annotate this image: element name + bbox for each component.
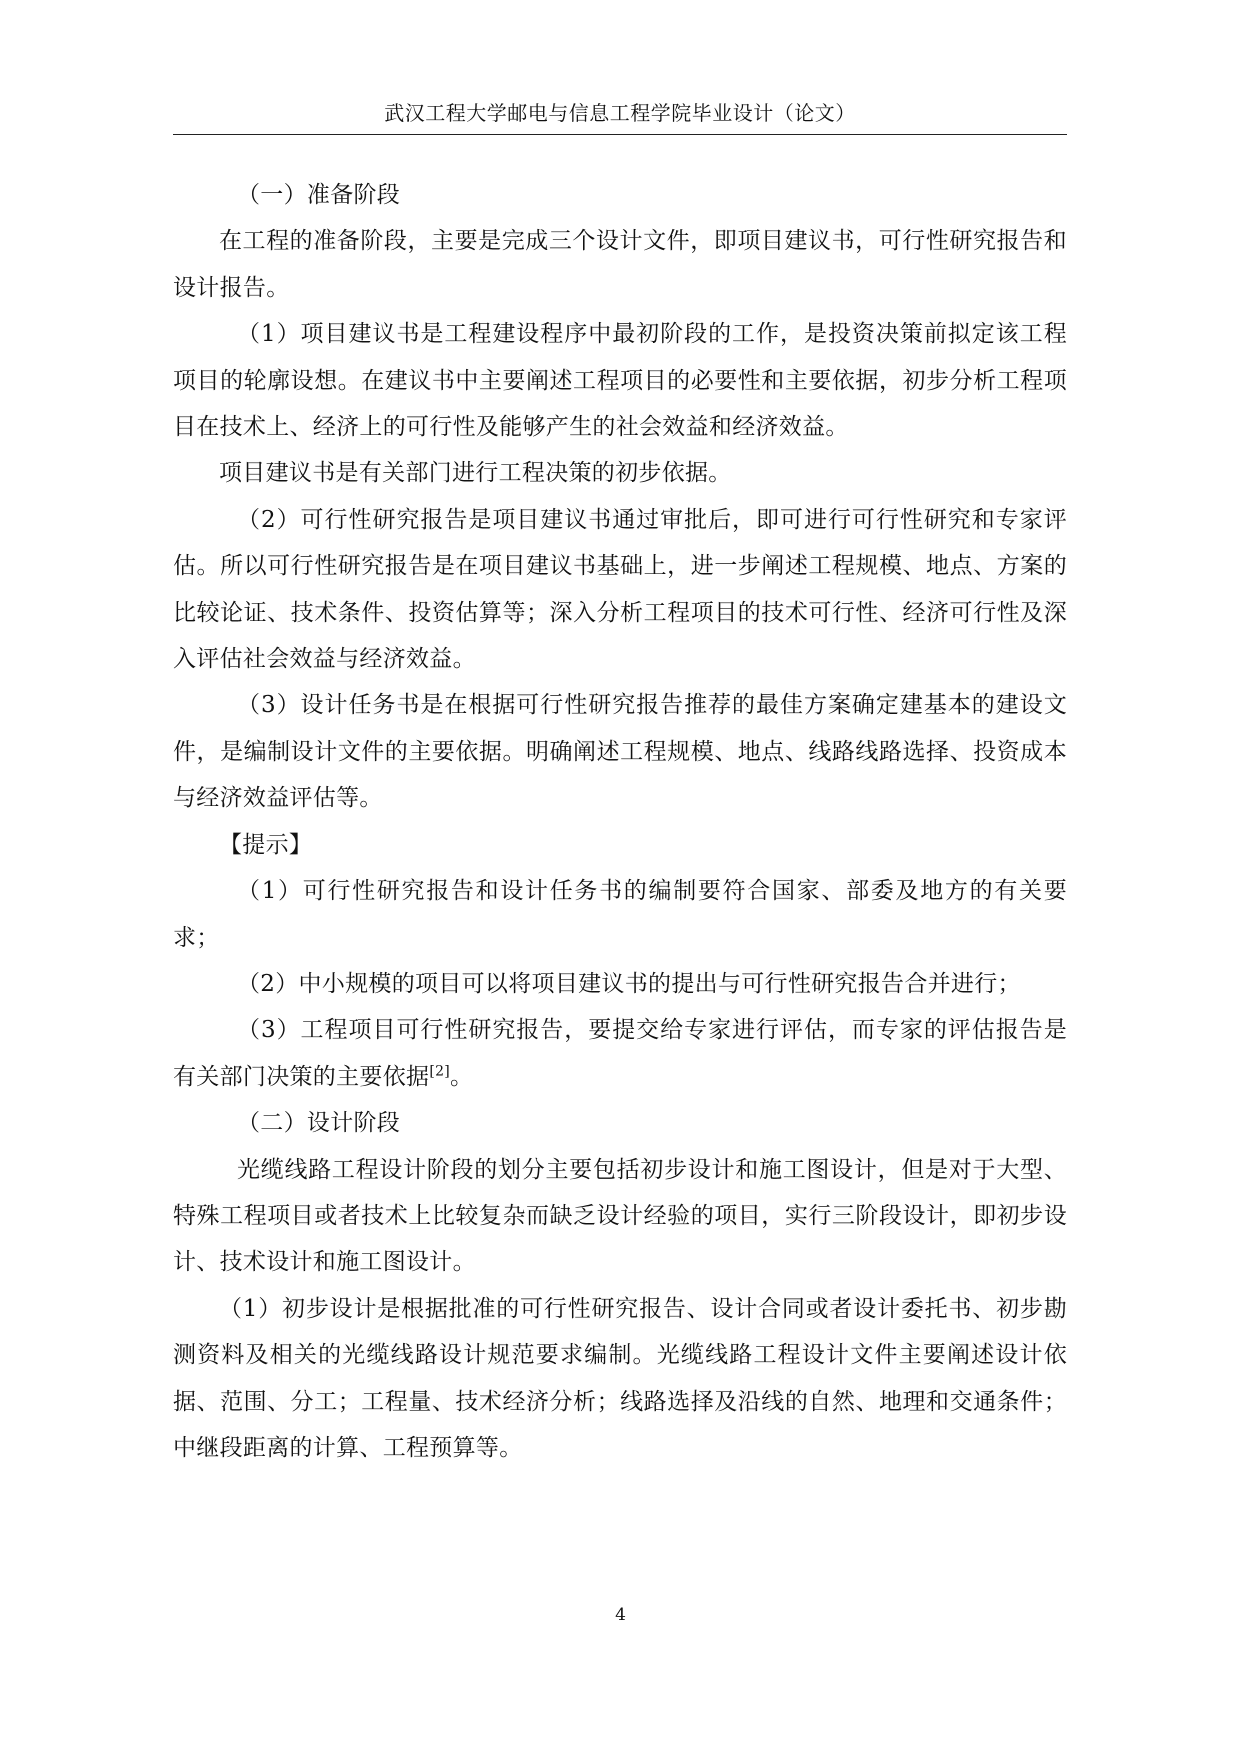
- document-body: [173, 172, 1067, 1471]
- header-rule: [173, 134, 1067, 135]
- paragraph-feasibility-report: （2）可行性研究报告是项目建议书通过审批后，即可进行可行性研究和专家评估。所以可行性研究报告是在项目建议书基础上，进一步阐述工程规模、地点、方案的比较论证、技术条件、投资估算等；深入分析工程项目的技术可行性、经济可行性及深入评估社会效益与经济效益。: [173, 506, 1067, 673]
- citation-marker: [2]: [429, 1063, 451, 1080]
- tip-item-3: [173, 1007, 1067, 1100]
- page-number: 4: [615, 1605, 626, 1625]
- section-heading-design: （二）设计阶段: [237, 1110, 401, 1137]
- tip-item-2: （2）中小规模的项目可以将项目建议书的提出与可行性研究报告合并进行；: [237, 970, 1021, 997]
- page-header-title: 武汉工程大学邮电与信息工程学院毕业设计（论文）: [384, 101, 856, 125]
- paragraph-proposal-basis: 项目建议书是有关部门进行工程决策的初步依据。: [219, 460, 732, 487]
- tip-item-3-text: （3）工程项目可行性研究报告，要提交给专家进行评估，而专家的评估报告是有关部门决策的主要依据: [173, 1017, 1067, 1090]
- tip-item-3-end: 。: [450, 1063, 474, 1090]
- paragraph-design-stages: 光缆线路工程设计阶段的划分主要包括初步设计和施工图设计，但是对于大型、特殊工程项目或者技术上比较复杂而缺乏设计经验的项目，实行三阶段设计，即初步设计、技术设计和施工图设计。: [173, 1156, 1067, 1276]
- tip-heading: 【提示】: [219, 831, 313, 858]
- paragraph-preparation-intro: 在工程的准备阶段，主要是完成三个设计文件，即项目建议书，可行性研究报告和设计报告。: [173, 228, 1067, 301]
- paragraph-project-proposal: （1）项目建议书是工程建设程序中最初阶段的工作，是投资决策前拟定该工程项目的轮廓设想。在建议书中主要阐述工程项目的必要性和主要依据，初步分析工程项目在技术上、经济上的可行性及能够产生的社会效益和经济效益。: [173, 321, 1067, 441]
- paragraph-preliminary-design: （1）初步设计是根据批准的可行性研究报告、设计合同或者设计委托书、初步勘测资料及相关的光缆线路设计规范要求编制。光缆线路工程设计文件主要阐述设计依据、范围、分工；工程量、技术经济分析；线路选择及沿线的自然、地理和交通条件；中继段距离的计算、工程预算等。: [173, 1295, 1067, 1461]
- tip-item-1: （1）可行性研究报告和设计任务书的编制要符合国家、部委及地方的有关要求；: [173, 878, 1067, 951]
- section-heading-preparation: （一）准备阶段: [237, 182, 401, 208]
- paragraph-design-task-book: （3）设计任务书是在根据可行性研究报告推荐的最佳方案确定建基本的建设文件，是编制设计文件的主要依据。明确阐述工程规模、地点、线路线路选择、投资成本与经济效益评估等。: [173, 692, 1067, 812]
